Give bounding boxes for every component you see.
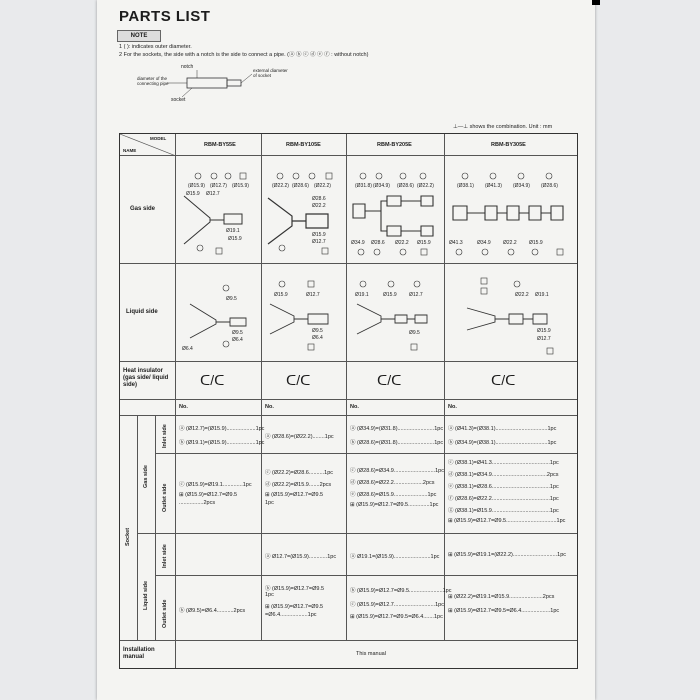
dim-label: (Ø28.6) — [292, 183, 309, 189]
socket-spec: ⓑ (Ø19.1)=(Ø15.9)...................1pc — [179, 440, 265, 446]
header-name-cell — [120, 134, 176, 156]
note-item: 1 ( ): indicates outer diameter. — [119, 44, 192, 50]
document-page — [97, 0, 595, 700]
liquid-branch-diagram — [262, 264, 347, 362]
socket-spec: ⓖ (Ø38.1)=Ø15.9......................................1pc — [448, 508, 559, 514]
dim-label: Ø15.9 — [228, 236, 242, 242]
socket-spec: ⓑ (Ø28.6)=(Ø31.8)........................1pc — [350, 440, 444, 446]
socket-cell — [445, 534, 577, 576]
installation-manual-cell — [176, 641, 577, 668]
model-cell — [347, 134, 445, 156]
dim-label: (Ø31.8) — [355, 183, 372, 189]
gas-branch-drawing — [347, 156, 445, 264]
socket-spec: ⊞ (Ø15.9)=Ø12.7=Ø9.5 — [265, 604, 324, 610]
gas-side-v-cell — [138, 416, 156, 534]
this-manual-text: This manual — [356, 651, 386, 657]
outlet-side-label: Outlet side — [162, 483, 168, 512]
dim-label: Ø15.9 — [312, 232, 326, 238]
socket-cell — [347, 576, 452, 641]
dim-label: Ø6.4 — [312, 335, 323, 341]
socket-spec: ⓐ (Ø28.6)=(Ø22.2)........1pc — [265, 434, 334, 440]
installation-manual-label: Installation manual — [123, 647, 155, 660]
socket-spec: ⓔ (Ø28.6)=Ø15.9......................1pc — [350, 492, 437, 498]
dim-label: Ø22.2 — [312, 203, 326, 209]
socket-spec: ⓓ (Ø28.6)=Ø22.2...................2pcs — [350, 480, 435, 486]
liquid-branch-drawing — [445, 264, 577, 362]
gas-branch-diagram — [176, 156, 262, 264]
model-name: RBM-BY105E — [286, 142, 321, 148]
socket-cell — [445, 454, 577, 534]
no-label: No. — [179, 404, 188, 410]
no-header — [176, 400, 262, 416]
inlet-side-cell — [156, 416, 176, 454]
dim-label: Ø19.1 — [535, 292, 549, 298]
insulator-icon: ᑕ/ᑕ — [286, 372, 311, 388]
dim-label: (Ø22.2) — [272, 183, 289, 189]
header-name: NAME — [123, 148, 137, 153]
socket-spec: ⓐ (Ø12.7)=(Ø15.9)...................1pc — [179, 426, 265, 432]
dim-label: Ø41.3 — [449, 240, 463, 246]
liquid-side-label: Liquid side — [126, 309, 158, 315]
dim-label: (Ø28.6) — [541, 183, 558, 189]
blank-cell — [120, 400, 176, 416]
dim-label: Ø15.9 — [186, 191, 200, 197]
outlet-side-cell — [156, 576, 176, 641]
gas-side-vertical-label: Gas side — [143, 465, 149, 488]
dim-label: Ø34.9 — [477, 240, 491, 246]
socket-cell — [176, 416, 265, 454]
no-header — [262, 400, 347, 416]
socket-spec: ⓐ (Ø41.3)=(Ø38.1)..................................1pc — [448, 426, 557, 432]
header-model: MODEL — [150, 136, 167, 141]
socket-spec: ⓑ (Ø15.9)=Ø12.7=Ø9.5 — [265, 586, 325, 592]
dim-label: Ø22.2 — [515, 292, 529, 298]
socket-spec: ⓒ (Ø15.9)=Ø12.7...........................1pc — [350, 602, 444, 608]
socket-spec: ⊞ (Ø15.9)=Ø12.7=Ø9.5.................................1pc — [448, 518, 566, 524]
socket-spec: ⊞ (Ø15.9)=Ø12.7=Ø9.5=Ø6.4...................1pc — [448, 608, 560, 614]
liquid-branch-drawing — [347, 264, 445, 362]
liquid-side-vertical-label: Liquid side — [143, 580, 149, 610]
dim-label: (Ø34.9) — [513, 183, 530, 189]
gas-branch-drawing — [176, 156, 262, 264]
dim-label: (Ø28.6) — [397, 183, 414, 189]
socket-cell — [347, 534, 445, 576]
inner-diameter-label: diameter of the connecting pipe — [137, 76, 169, 86]
dim-label: (Ø12.7) — [210, 183, 227, 189]
page-title: PARTS LIST — [119, 8, 211, 25]
socket-spec: ⊞ (Ø15.9)=Ø12.7=Ø9.5..............1pc — [350, 502, 439, 508]
gas-side-label: Gas side — [130, 206, 156, 212]
liquid-branch-diagram — [445, 264, 577, 362]
insulator-cell — [347, 362, 445, 400]
outer-diameter-label: external diameter of socket — [253, 68, 288, 78]
dim-label: Ø12.7 — [312, 239, 326, 245]
socket-cell — [262, 416, 347, 454]
liquid-side-v-cell — [138, 534, 156, 641]
dim-label: (Ø41.3) — [485, 183, 502, 189]
model-cell — [176, 134, 262, 156]
socket-cell — [347, 454, 445, 534]
socket-spec: ⊞ (Ø15.9)=Ø19.1=(Ø22.2).............................1pc — [448, 552, 567, 558]
insulator-icon: ᑕ/ᑕ — [377, 372, 402, 388]
dim-label: Ø6.4 — [182, 346, 193, 352]
socket-spec: ⓑ (Ø15.9)=Ø12.7=Ø9.5......................1pc — [350, 588, 452, 594]
dim-label: (Ø34.9) — [373, 183, 390, 189]
dim-label: (Ø15.9) — [188, 183, 205, 189]
dim-label: Ø9.5 — [226, 296, 237, 302]
dim-label: (Ø22.2) — [314, 183, 331, 189]
socket-diagram — [137, 64, 287, 104]
socket-spec: ⓑ (Ø9.5)=Ø6.4...........2pcs — [179, 608, 246, 614]
combination-symbol-icon: ⊥—⊥ — [453, 124, 469, 130]
inlet-side-label: Inlet side — [162, 544, 168, 568]
dim-label: Ø19.1 — [226, 228, 240, 234]
socket-spec: ⓓ (Ø22.2)=Ø15.9.......2pcs — [265, 482, 332, 488]
dim-label: (Ø38.1) — [457, 183, 474, 189]
no-label: No. — [350, 404, 359, 410]
socket-spec: ⓒ (Ø15.9)=Ø19.1.............1pc — [179, 482, 252, 488]
liquid-side-label-cell — [120, 264, 176, 362]
socket-label: socket — [171, 97, 186, 103]
no-header — [347, 400, 445, 416]
dim-label: Ø9.5 — [312, 328, 323, 334]
dim-label: Ø12.7 — [537, 336, 551, 342]
page-corner-mark — [592, 0, 600, 5]
dim-label: Ø15.9 — [274, 292, 288, 298]
socket-cell — [262, 576, 347, 641]
insulator-icon: ᑕ/ᑕ — [491, 372, 516, 388]
socket-spec: ⓐ (Ø34.9)=(Ø31.8)........................1pc — [350, 426, 444, 432]
socket-cell — [176, 454, 262, 534]
note-label: NOTE — [117, 30, 161, 42]
dim-label: Ø22.2 — [395, 240, 409, 246]
dim-label: Ø12.7 — [206, 191, 220, 197]
gas-branch-diagram — [347, 156, 445, 264]
dim-label: Ø15.9 — [383, 292, 397, 298]
socket-cell — [262, 454, 347, 534]
socket-spec: 1pc — [265, 500, 274, 506]
note-item: 2 For the sockets, the side with a notch is the side to connect a pipe. (ⓐ ⓑ ⓒ ⓓ ⓔ ⓕ : without notch) — [119, 52, 369, 58]
model-name: RBM-BY205E — [377, 142, 412, 148]
socket-spec: ⊞ (Ø15.9)=Ø12.7=Ø9.5 — [179, 492, 238, 498]
insulator-icon: ᑕ/ᑕ — [200, 372, 225, 388]
gas-branch-diagram — [445, 156, 577, 264]
socket-cell — [176, 534, 262, 576]
dim-label: Ø15.9 — [537, 328, 551, 334]
gas-branch-drawing — [445, 156, 577, 264]
socket-spec: ⊞ (Ø15.9)=Ø12.7=Ø9.5 — [265, 492, 324, 498]
gas-branch-diagram — [262, 156, 347, 264]
socket-cell — [262, 534, 347, 576]
model-cell — [445, 134, 577, 156]
dim-label: (Ø22.2) — [417, 183, 434, 189]
dim-label: Ø15.9 — [529, 240, 543, 246]
dim-label: Ø9.5 — [232, 330, 243, 336]
installation-manual-label-cell — [120, 641, 176, 668]
notch-label: notch — [181, 64, 194, 70]
insulator-cell — [445, 362, 577, 400]
socket-label: Socket — [125, 527, 131, 546]
inlet-side-cell — [156, 534, 176, 576]
socket-spec: 1pc — [265, 592, 274, 598]
socket-spec: ................2pcs — [179, 500, 216, 506]
socket-cell — [445, 576, 577, 641]
dim-label: (Ø15.9) — [232, 183, 249, 189]
socket-spec: ⓕ (Ø28.6)=Ø22.2......................................1pc — [448, 496, 559, 502]
combination-note — [453, 124, 552, 130]
insulator-cell — [176, 362, 262, 400]
model-name: RBM-BY305E — [491, 142, 526, 148]
note-list — [119, 43, 368, 59]
gas-side-label-cell — [120, 156, 176, 264]
socket-label-cell — [120, 416, 138, 641]
gas-branch-drawing — [262, 156, 347, 264]
no-label: No. — [265, 404, 274, 410]
socket-cell — [347, 416, 445, 454]
no-header — [445, 400, 577, 416]
dim-label: Ø15.9 — [417, 240, 431, 246]
outlet-side-label: Outlet side — [162, 599, 168, 628]
parts-table — [119, 133, 578, 669]
socket-cell — [445, 416, 577, 454]
heat-insulator-label-cell — [120, 362, 176, 400]
dim-label: Ø28.6 — [312, 196, 326, 202]
insulator-cell — [262, 362, 347, 400]
socket-spec: =Ø6.4..................1pc — [265, 612, 317, 618]
socket-cell — [176, 576, 262, 641]
dim-label: Ø22.2 — [503, 240, 517, 246]
combination-text: shows the combination. Unit : mm — [469, 124, 553, 130]
socket-spec: ⊞ (Ø15.9)=Ø12.7=Ø9.5=Ø6.4.......1pc — [350, 614, 443, 620]
socket-spec: ⊞ (Ø22.2)=Ø19.1=Ø15.9......................2pcs — [448, 594, 555, 600]
socket-spec: ⓑ (Ø34.9)=(Ø38.1)..................................1pc — [448, 440, 557, 446]
socket-spec: ⓐ Ø19.1=(Ø15.9)........................1pc — [350, 554, 440, 560]
dim-label: Ø34.9 — [351, 240, 365, 246]
liquid-branch-drawing — [262, 264, 347, 362]
dim-label: Ø6.4 — [232, 337, 243, 343]
liquid-branch-diagram — [347, 264, 445, 362]
socket-spec: ⓓ (Ø38.1)=Ø34.9....................................2pcs — [448, 472, 559, 478]
socket-spec: ⓒ (Ø38.1)=Ø41.3......................................1pc — [448, 460, 559, 466]
dim-label: Ø12.7 — [306, 292, 320, 298]
dim-label: Ø19.1 — [355, 292, 369, 298]
socket-spec: ⓒ (Ø28.6)=Ø34.9...........................1pc — [350, 468, 444, 474]
socket-spec: ⓔ (Ø38.1)=Ø28.6......................................1pc — [448, 484, 559, 490]
socket-spec: ⓒ (Ø22.2)=Ø28.6..........1pc — [265, 470, 334, 476]
inlet-side-label: Inlet side — [162, 424, 168, 448]
dim-label: Ø28.6 — [371, 240, 385, 246]
model-name: RBM-BY55E — [204, 142, 236, 148]
outlet-side-cell — [156, 454, 176, 534]
no-label: No. — [448, 404, 457, 410]
dim-label: Ø9.5 — [409, 330, 420, 336]
dim-label: Ø12.7 — [409, 292, 423, 298]
heat-insulator-label: Heat insulator (gas side/ liquid side) — [123, 368, 169, 388]
liquid-branch-diagram — [176, 264, 262, 362]
socket-spec: ⓐ Ø12.7=(Ø15.9)............1pc — [265, 554, 337, 560]
model-cell — [262, 134, 347, 156]
